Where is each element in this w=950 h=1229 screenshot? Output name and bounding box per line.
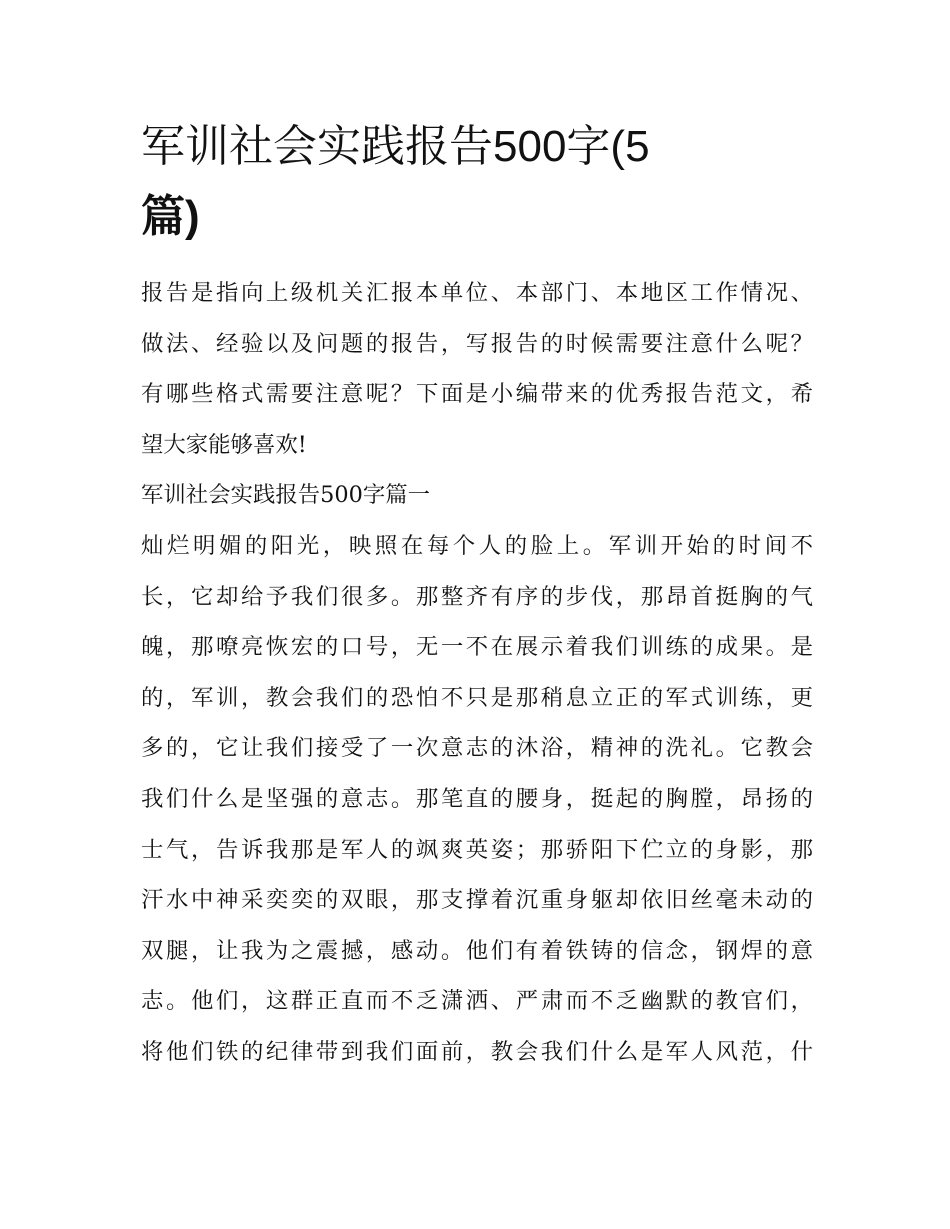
intro-line: 望大家能够喜欢! [141,431,307,458]
intro-paragraph [141,268,813,470]
section-line: 我们什么是坚强的意志。那笔直的腰身，挺起的胸膛，昂扬的 [141,785,813,812]
section-line: 灿烂明媚的阳光，映照在每个人的脸上。军训开始的时间不 [141,532,813,559]
section-line: 士气，告诉我那是军人的飒爽英姿；那骄阳下伫立的身影，那 [141,836,813,863]
document-title [141,112,813,252]
section-line: 长，它却给予我们很多。那整齐有序的步伐，那昂首挺胸的气 [141,583,813,610]
document-title-line-2: 篇) [141,192,200,241]
section-line: 双腿，让我为之震撼，感动。他们有着铁铸的信念，钢焊的意 [141,937,813,964]
document-content [141,112,813,1078]
section-line: 汗水中神采奕奕的双眼，那支撑着沉重身躯却依旧丝毫未动的 [141,887,813,914]
section-line: 多的，它让我们接受了一次意志的沐浴，精神的洗礼。它教会 [141,735,813,762]
section-line: 的，军训，教会我们的恐怕不只是那稍息立正的军式训练，更 [141,684,813,711]
section-heading: 军训社会实践报告500字篇一 [141,482,431,509]
document-title-line-1: 军训社会实践报告500字(5 [141,122,650,171]
section-line: 将他们铁的纪律带到我们面前，教会我们什么是军人风范，什 [141,1038,813,1065]
section-line: 志。他们，这群正直而不乏潇洒、严肃而不乏幽默的教官们， [141,988,813,1015]
section-line: 魄，那嘹亮恢宏的口号，无一不在展示着我们训练的成果。是 [141,634,813,661]
intro-line: 报告是指向上级机关汇报本单位、本部门、本地区工作情况、 [141,280,813,306]
intro-line: 有哪些格式需要注意呢？下面是小编带来的优秀报告范文，希 [141,381,813,408]
intro-line: 做法、经验以及问题的报告，写报告的时候需要注意什么呢？ [141,330,813,357]
section-paragraph [141,521,813,1078]
